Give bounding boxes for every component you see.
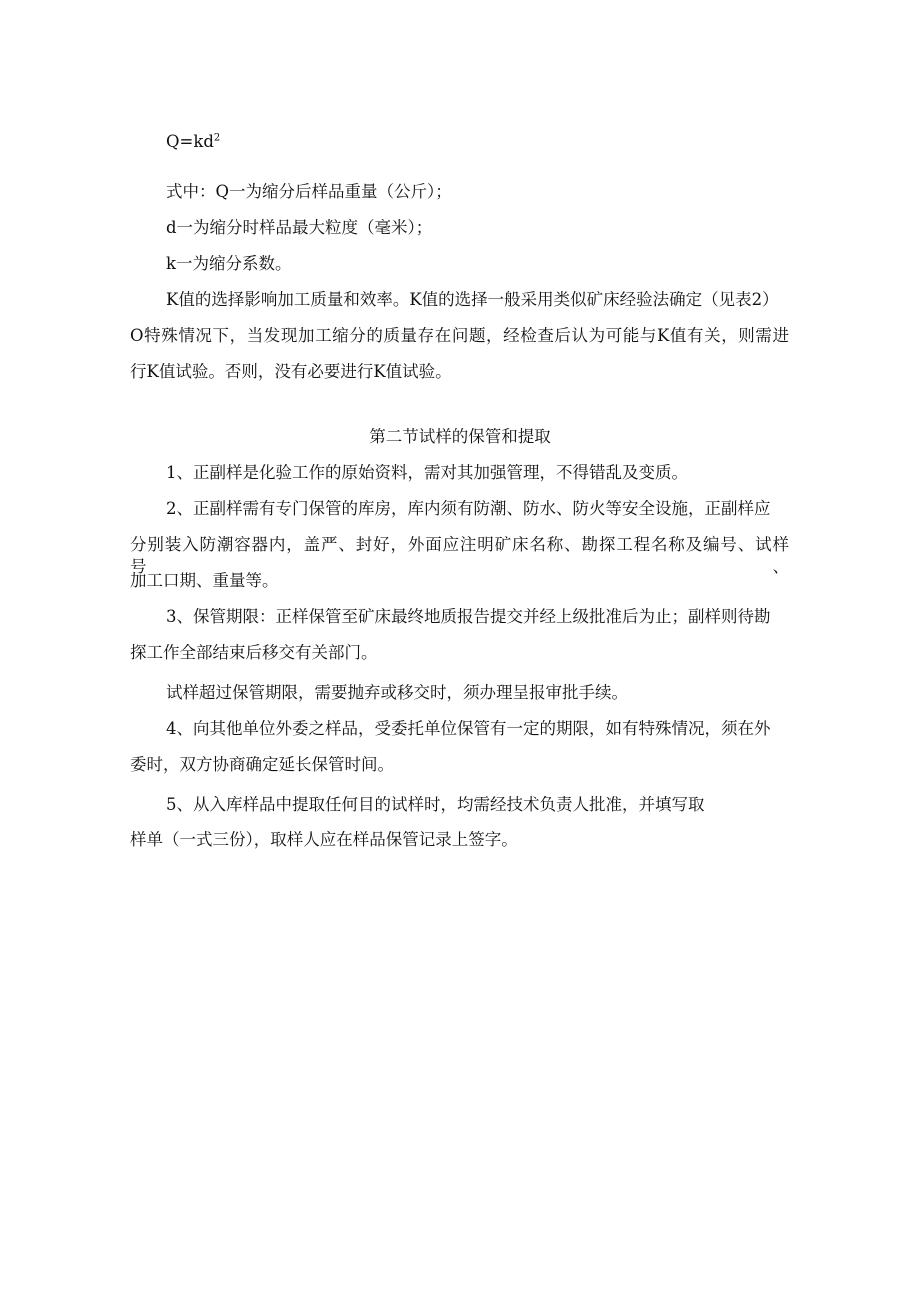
definition-q: 式中：Q一为缩分后样品重量（公斤）； — [166, 182, 452, 201]
item-5-line-2: 样单（一式三份），取样人应在样品保管记录上签字。 — [130, 830, 518, 849]
k-paragraph-line-1: K值的选择影响加工质量和效率。K值的选择一般采用类似矿床经验法确定（见表2） — [166, 290, 779, 309]
item-5-line-1: 5、从入库样品中提取任何目的试样时，均需经技术负责人批准，并填写取 — [166, 795, 705, 814]
definition-k: k一为缩分系数。 — [166, 254, 292, 273]
k-paragraph-line-2: O特殊情况下，当发现加工缩分的质量存在问题，经检查后认为可能与K值有关，则需进 — [130, 326, 789, 345]
item-4-line-2: 委时，双方协商确定延长保管时间。 — [130, 755, 394, 774]
formula — [166, 131, 220, 153]
item-3-line-1: 3、保管期限：正样保管至矿床最终地质报告提交并经上级批准后为止；副样则待勘 — [166, 607, 771, 626]
item-2-line-2: 分别装入防潮容器内，盖严、封好，外面应注明矿床名称、勘探工程名称及编号、试样号、 — [130, 535, 789, 576]
k-paragraph-line-3: 行K值试验。否则，没有必要进行K值试验。 — [130, 362, 452, 381]
formula-base: Q=kd — [166, 132, 214, 151]
definition-d: d一为缩分时样品最大粒度（毫米）； — [166, 218, 433, 237]
formula-exponent: 2 — [213, 132, 221, 144]
item-2-line-3: 加工口期、重量等。 — [130, 571, 279, 590]
item-2-line-1: 2、正副样需有专门保管的库房，库内须有防潮、防水、防火等安全设施，正副样应 — [166, 499, 771, 518]
section-title: 第二节试样的保管和提取 — [369, 427, 551, 446]
item-1-line-1: 1、正副样是化验工作的原始资料，需对其加强管理，不得错乱及变质。 — [166, 463, 688, 482]
item-4-line-1: 4、向其他单位外委之样品，受委托单位保管有一定的期限，如有特殊情况，须在外 — [166, 719, 771, 738]
retention-note: 试样超过保管期限，需要抛弃或移交时，须办理呈报审批手续。 — [166, 683, 628, 702]
item-3-line-2: 探工作全部结束后移交有关部门。 — [130, 643, 378, 662]
